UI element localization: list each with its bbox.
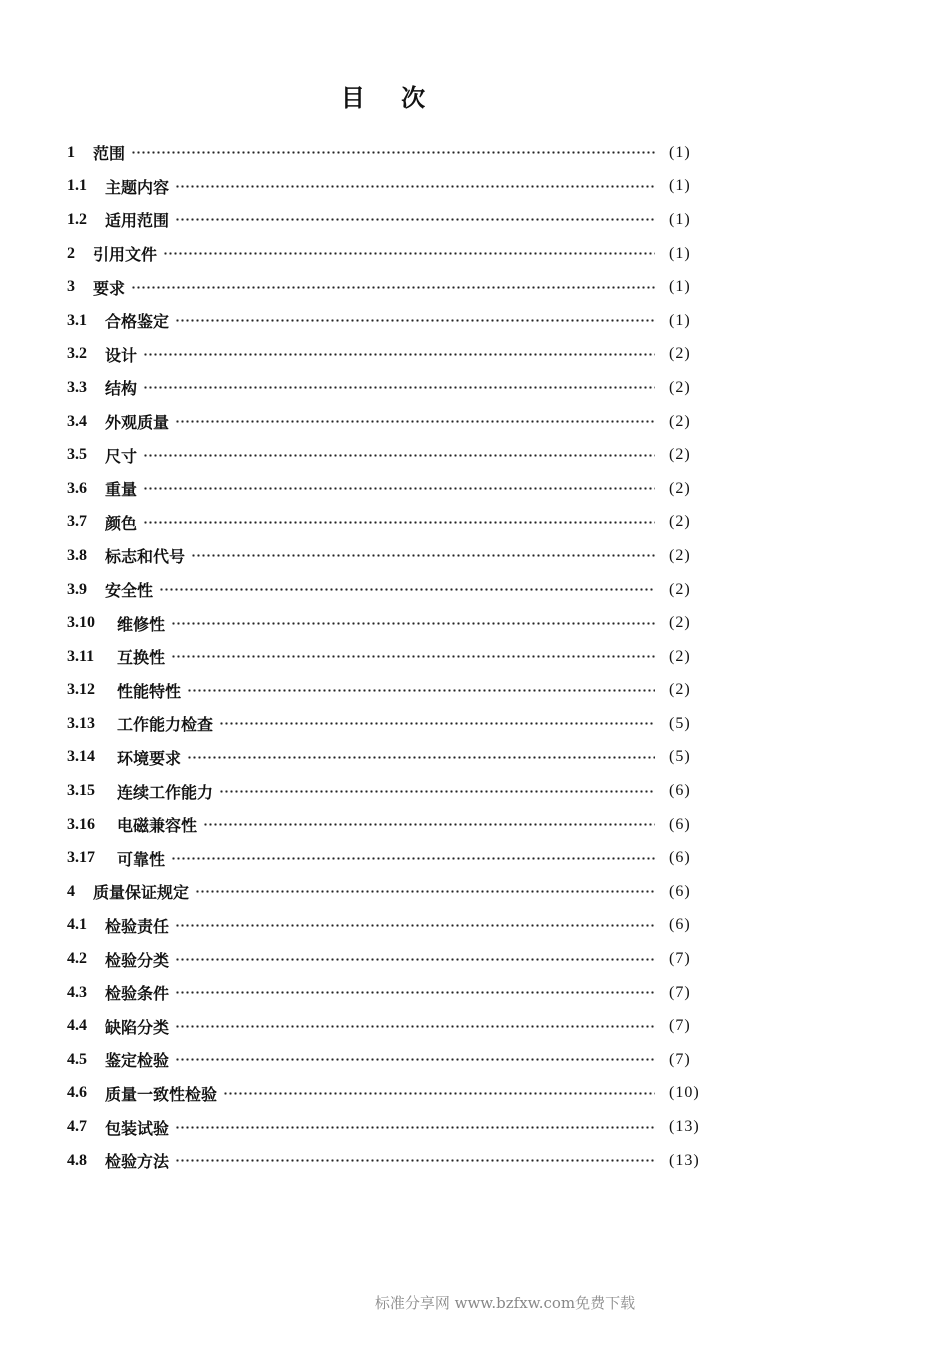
- toc-entry-label: 工作能力检查: [117, 715, 214, 735]
- toc-entry[interactable]: [67, 909, 707, 943]
- toc-entry-label: 结构: [105, 379, 138, 399]
- toc-entry-number: 2: [67, 244, 75, 262]
- toc-dot-leader: [143, 521, 655, 524]
- toc-entry[interactable]: [67, 270, 707, 304]
- toc-entry-label: 检验分类: [105, 950, 170, 970]
- toc-entry-number: 3.11: [67, 647, 95, 665]
- toc-entry[interactable]: [67, 203, 707, 237]
- toc-entry[interactable]: [67, 774, 707, 808]
- toc-entry[interactable]: [67, 237, 707, 271]
- toc-entry-label: 重量: [105, 480, 138, 500]
- toc-entry-page: (2): [669, 378, 691, 396]
- toc-dot-leader: [187, 689, 655, 692]
- toc-dot-leader: [191, 554, 655, 557]
- toc-entry-label: 要求: [93, 278, 126, 298]
- toc-entry-page: (6): [669, 916, 691, 934]
- toc-entry-number: 4.8: [67, 1151, 87, 1169]
- toc-entry-number: 4.6: [67, 1084, 87, 1102]
- toc-entry-number: 1.1: [67, 177, 87, 195]
- toc-entry-label: 检验责任: [105, 916, 170, 936]
- toc-dot-leader: [175, 1025, 655, 1028]
- toc-entry[interactable]: [67, 170, 707, 204]
- toc-entry-number: 3.13: [67, 714, 95, 732]
- toc-entry-number: 3.4: [67, 412, 87, 430]
- toc-entry-label: 可靠性: [117, 849, 166, 869]
- toc-entry-page: (7): [669, 1017, 691, 1035]
- toc-entry[interactable]: [67, 1009, 707, 1043]
- toc-entry[interactable]: [67, 674, 707, 708]
- toc-entry-number: 3.8: [67, 546, 87, 564]
- toc-entry[interactable]: [67, 640, 707, 674]
- toc-entry[interactable]: [67, 338, 707, 372]
- toc-entry-number: 4: [67, 882, 75, 900]
- toc-entry-page: (1): [669, 177, 691, 195]
- toc-entry[interactable]: [67, 875, 707, 909]
- toc-entry-page: (2): [669, 513, 691, 531]
- toc-dot-leader: [175, 185, 655, 188]
- toc-entry-page: (2): [669, 681, 691, 699]
- toc-dot-leader: [143, 487, 655, 490]
- toc-entry-label: 鉴定检验: [105, 1051, 170, 1071]
- toc-dot-leader: [175, 218, 655, 221]
- toc-entry-label: 安全性: [105, 581, 154, 601]
- toc-entry-page: (2): [669, 546, 691, 564]
- toc-dot-leader: [175, 991, 655, 994]
- toc-entry-number: 4.5: [67, 1050, 87, 1068]
- toc-dot-leader: [163, 252, 655, 255]
- toc-entry-number: 3.1: [67, 311, 87, 329]
- toc-entry-page: (2): [669, 412, 691, 430]
- toc-entry-label: 标志和代号: [105, 547, 186, 567]
- toc-dot-leader: [219, 722, 655, 725]
- toc-dot-leader: [187, 756, 655, 759]
- toc-entry[interactable]: [67, 573, 707, 607]
- toc-entry-label: 引用文件: [93, 245, 158, 265]
- toc-entry-number: 3.9: [67, 580, 87, 598]
- toc-entry-page: (6): [669, 782, 691, 800]
- toc-entry-label: 范围: [93, 144, 126, 164]
- toc-entry-number: 3.14: [67, 748, 95, 766]
- toc-entry-label: 质量保证规定: [93, 883, 190, 903]
- toc-entry-page: (1): [669, 311, 691, 329]
- toc-entry-number: 4.3: [67, 983, 87, 1001]
- toc-entry-number: 3: [67, 278, 75, 296]
- toc-entry-number: 4.4: [67, 1017, 87, 1035]
- toc-entry-page: (7): [669, 983, 691, 1001]
- toc-dot-leader: [143, 454, 655, 457]
- toc-entry-number: 4.2: [67, 950, 87, 968]
- toc-entry[interactable]: [67, 1110, 707, 1144]
- toc-entry-label: 颜色: [105, 513, 138, 533]
- toc-entry-page: (13): [669, 1118, 700, 1136]
- toc-dot-leader: [175, 1058, 655, 1061]
- toc-entry[interactable]: [67, 304, 707, 338]
- toc-dot-leader: [131, 286, 655, 289]
- toc-entry-page: (7): [669, 1050, 691, 1068]
- toc-dot-leader: [171, 622, 655, 625]
- toc-entry-page: (1): [669, 278, 691, 296]
- toc-entry-page: (5): [669, 714, 691, 732]
- toc-entry-page: (2): [669, 345, 691, 363]
- footer-watermark: 标准分享网 www.bzfxw.com免费下载: [374, 1294, 636, 1312]
- toc-dot-leader: [195, 890, 655, 893]
- toc-entry-page: (6): [669, 849, 691, 867]
- toc-entry[interactable]: [67, 136, 707, 170]
- toc-dot-leader: [159, 588, 655, 591]
- toc-entry-page: (13): [669, 1151, 700, 1169]
- toc-entry-label: 尺寸: [105, 446, 138, 466]
- toc-entry-label: 环境要求: [117, 748, 182, 768]
- toc-entry-page: (2): [669, 580, 691, 598]
- toc-dot-leader: [175, 924, 655, 927]
- toc-entry-page: (2): [669, 479, 691, 497]
- toc-entry-label: 质量一致性检验: [105, 1084, 218, 1104]
- toc-entry-number: 3.6: [67, 479, 87, 497]
- toc-entry-number: 3.17: [67, 849, 95, 867]
- toc-entry-label: 外观质量: [105, 413, 170, 433]
- toc-entry[interactable]: [67, 606, 707, 640]
- toc-entry[interactable]: [67, 841, 707, 875]
- toc-dot-leader: [203, 823, 655, 826]
- toc-dot-leader: [223, 1092, 655, 1095]
- toc-entry-page: (1): [669, 143, 691, 161]
- toc-entry-page: (2): [669, 446, 691, 464]
- toc-entry-page: (6): [669, 882, 691, 900]
- toc-dot-leader: [219, 790, 655, 793]
- toc-entry-page: (2): [669, 647, 691, 665]
- toc-entry-label: 检验方法: [105, 1152, 170, 1172]
- toc-entry[interactable]: [67, 1043, 707, 1077]
- toc-entry[interactable]: [67, 1077, 707, 1111]
- toc-entry[interactable]: [67, 371, 707, 405]
- toc-entry[interactable]: [67, 506, 707, 540]
- toc-dot-leader: [171, 857, 655, 860]
- toc-entry-number: 1: [67, 143, 75, 161]
- toc-entry-label: 主题内容: [105, 177, 170, 197]
- toc-entry[interactable]: [67, 976, 707, 1010]
- table-of-contents: [67, 136, 707, 1177]
- toc-entry-label: 电磁兼容性: [117, 816, 198, 836]
- toc-entry-label: 连续工作能力: [117, 782, 214, 802]
- toc-entry-page: (1): [669, 210, 691, 228]
- toc-entry-number: 3.15: [67, 782, 95, 800]
- toc-entry-page: (7): [669, 950, 691, 968]
- toc-entry[interactable]: [67, 1144, 707, 1178]
- toc-dot-leader: [143, 353, 655, 356]
- toc-entry-label: 设计: [105, 345, 138, 365]
- toc-entry-page: (6): [669, 815, 691, 833]
- toc-entry[interactable]: [67, 942, 707, 976]
- toc-entry-number: 3.3: [67, 378, 87, 396]
- toc-entry[interactable]: [67, 438, 707, 472]
- toc-entry-number: 3.2: [67, 345, 87, 363]
- toc-entry-number: 4.7: [67, 1118, 87, 1136]
- toc-entry[interactable]: [67, 405, 707, 439]
- toc-dot-leader: [175, 420, 655, 423]
- toc-entry-number: 3.12: [67, 681, 95, 699]
- toc-entry-label: 合格鉴定: [105, 312, 170, 332]
- toc-entry-label: 适用范围: [105, 211, 170, 231]
- toc-entry[interactable]: [67, 741, 707, 775]
- toc-dot-leader: [131, 151, 655, 154]
- toc-dot-leader: [175, 319, 655, 322]
- toc-entry-label: 缺陷分类: [105, 1017, 170, 1037]
- toc-entry-number: 3.16: [67, 815, 95, 833]
- toc-entry-number: 3.7: [67, 513, 87, 531]
- toc-dot-leader: [175, 958, 655, 961]
- toc-entry-page: (1): [669, 244, 691, 262]
- toc-dot-leader: [171, 655, 655, 658]
- toc-entry[interactable]: [67, 539, 707, 573]
- toc-entry-label: 检验条件: [105, 984, 170, 1004]
- toc-entry-page: (2): [669, 614, 691, 632]
- toc-entry[interactable]: [67, 707, 707, 741]
- toc-dot-leader: [175, 1126, 655, 1129]
- toc-dot-leader: [175, 1159, 655, 1162]
- toc-entry[interactable]: [67, 472, 707, 506]
- toc-entry-number: 1.2: [67, 210, 87, 228]
- toc-entry-label: 互换性: [117, 648, 166, 668]
- toc-entry[interactable]: [67, 808, 707, 842]
- toc-entry-label: 性能特性: [117, 681, 182, 701]
- toc-entry-page: (5): [669, 748, 691, 766]
- toc-entry-number: 4.1: [67, 916, 87, 934]
- toc-entry-number: 3.5: [67, 446, 87, 464]
- toc-entry-label: 包装试验: [105, 1118, 170, 1138]
- toc-dot-leader: [143, 386, 655, 389]
- toc-entry-label: 维修性: [117, 614, 166, 634]
- toc-entry-number: 3.10: [67, 614, 95, 632]
- toc-entry-page: (10): [669, 1084, 700, 1102]
- page-title: 目 次: [340, 83, 440, 112]
